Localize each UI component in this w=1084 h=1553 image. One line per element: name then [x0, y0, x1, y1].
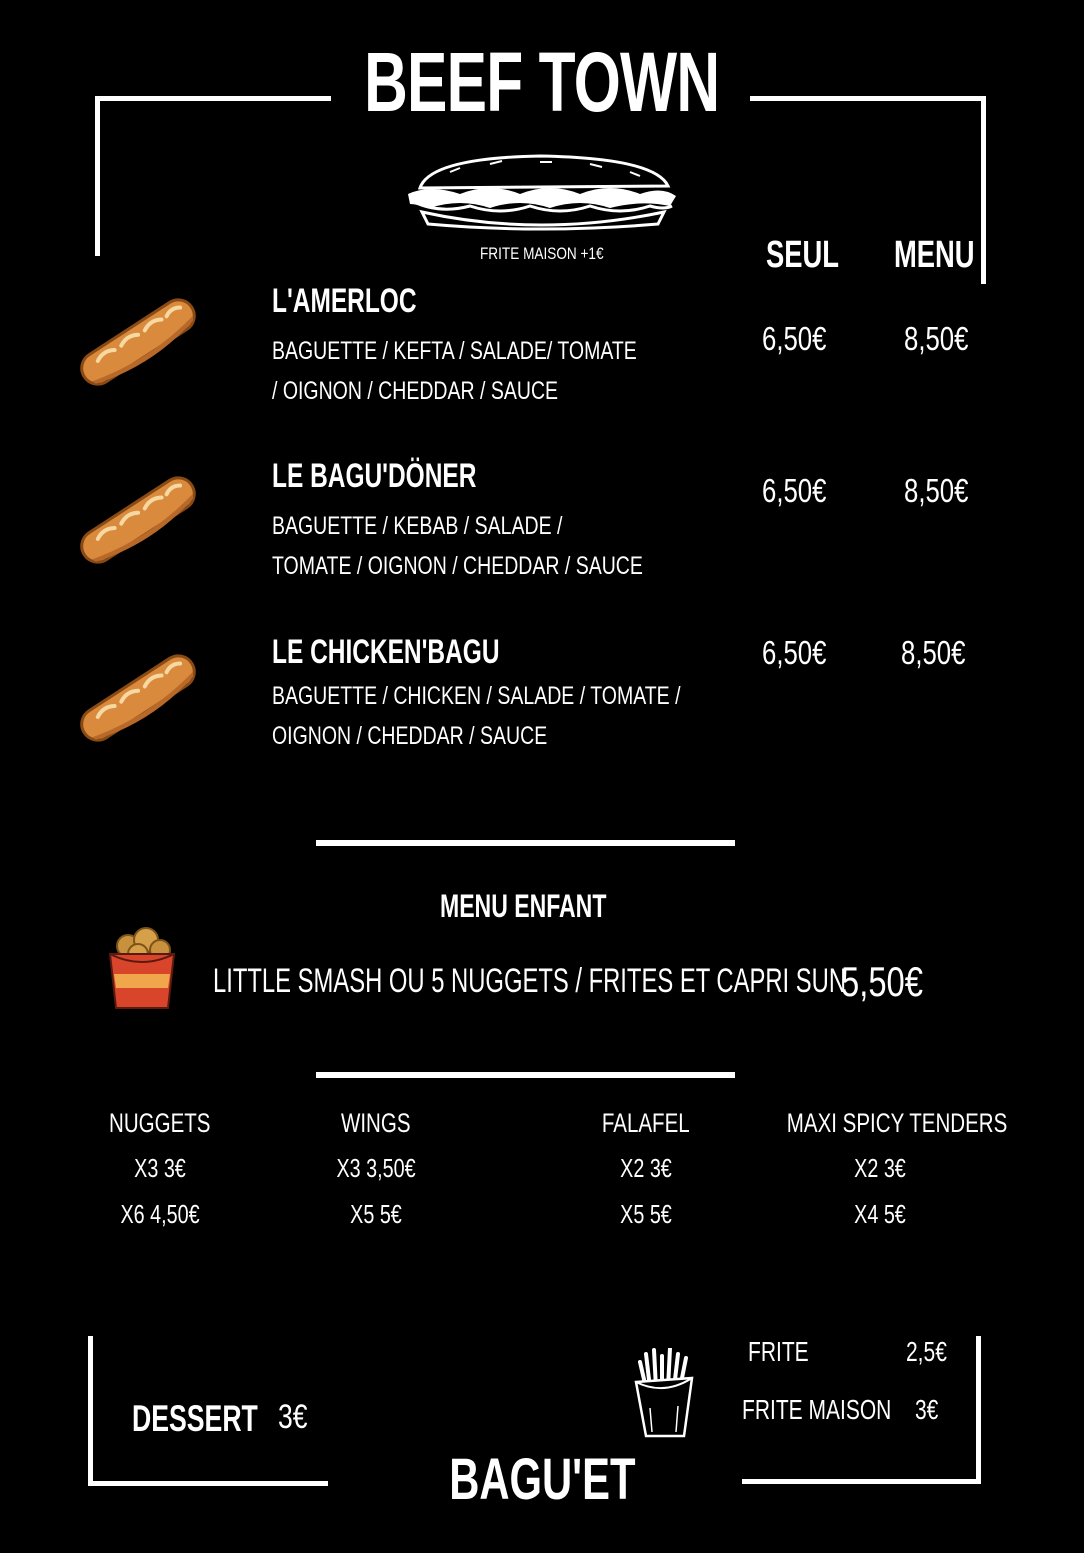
side-wings: WINGS X3 3,50€ X5 5€: [336, 1108, 416, 1229]
column-header-seul: SEUL: [766, 234, 839, 276]
item-desc-amerloc: BAGUETTE / KEFTA / SALADE/ TOMATE / OIGNON / CHEDDAR / SAUCE: [272, 337, 637, 405]
frite-maison-note: FRITE MAISON +1€: [480, 244, 604, 263]
section-divider: [316, 1072, 735, 1078]
item-name-amerloc: L'AMERLOC: [272, 282, 417, 320]
restaurant-title: BEEF TOWN: [364, 35, 720, 129]
price-seul-chicken-bagu: 6,50€: [762, 634, 827, 671]
price-seul-bagu-doner: 6,50€: [762, 472, 827, 509]
item-name-chicken-bagu: LE CHICKEN'BAGU: [272, 633, 500, 671]
baguette-icon: [72, 292, 204, 392]
frite-label: FRITE: [748, 1336, 809, 1367]
price-seul-amerloc: 6,50€: [762, 320, 827, 357]
section-divider: [316, 840, 735, 846]
baguette-icon: [72, 470, 204, 570]
side-maxi-spicy-tenders: MAXI SPICY TENDERS X2 3€ X4 5€: [786, 1108, 1008, 1229]
item-desc-chicken-bagu: BAGUETTE / CHICKEN / SALADE / TOMATE / OIGNON / CHEDDAR / SAUCE: [272, 682, 681, 750]
frite-maison-label: FRITE MAISON: [742, 1394, 892, 1425]
kids-menu-price: 5,50€: [841, 958, 923, 1005]
kids-menu-description: LITTLE SMASH OU 5 NUGGETS / FRITES ET CAPRI SUN: [213, 962, 847, 1000]
baguette-icon: [72, 648, 204, 748]
sandwich-icon: [400, 150, 682, 232]
kids-menu-title: MENU ENFANT: [440, 888, 607, 924]
frite-price: 2,5€: [906, 1336, 947, 1367]
side-nuggets: NUGGETS X3 3€ X6 4,50€: [109, 1108, 211, 1229]
frite-maison-price: 3€: [915, 1394, 939, 1425]
dessert-label: DESSERT: [132, 1398, 258, 1439]
price-menu-amerloc: 8,50€: [904, 320, 969, 357]
column-header-menu: MENU: [894, 234, 975, 276]
item-name-bagu-doner: LE BAGU'DÖNER: [272, 457, 477, 495]
price-menu-bagu-doner: 8,50€: [904, 472, 969, 509]
nuggets-box-icon: [106, 924, 178, 1012]
price-menu-chicken-bagu: 8,50€: [901, 634, 966, 671]
footer-brand: BAGU'ET: [448, 1447, 636, 1512]
side-falafel: FALAFEL X2 3€ X5 5€: [602, 1108, 690, 1229]
fries-icon: [632, 1348, 698, 1440]
item-desc-bagu-doner: BAGUETTE / KEBAB / SALADE / TOMATE / OIGNON / CHEDDAR / SAUCE: [272, 512, 643, 580]
dessert-price: 3€: [278, 1398, 308, 1436]
